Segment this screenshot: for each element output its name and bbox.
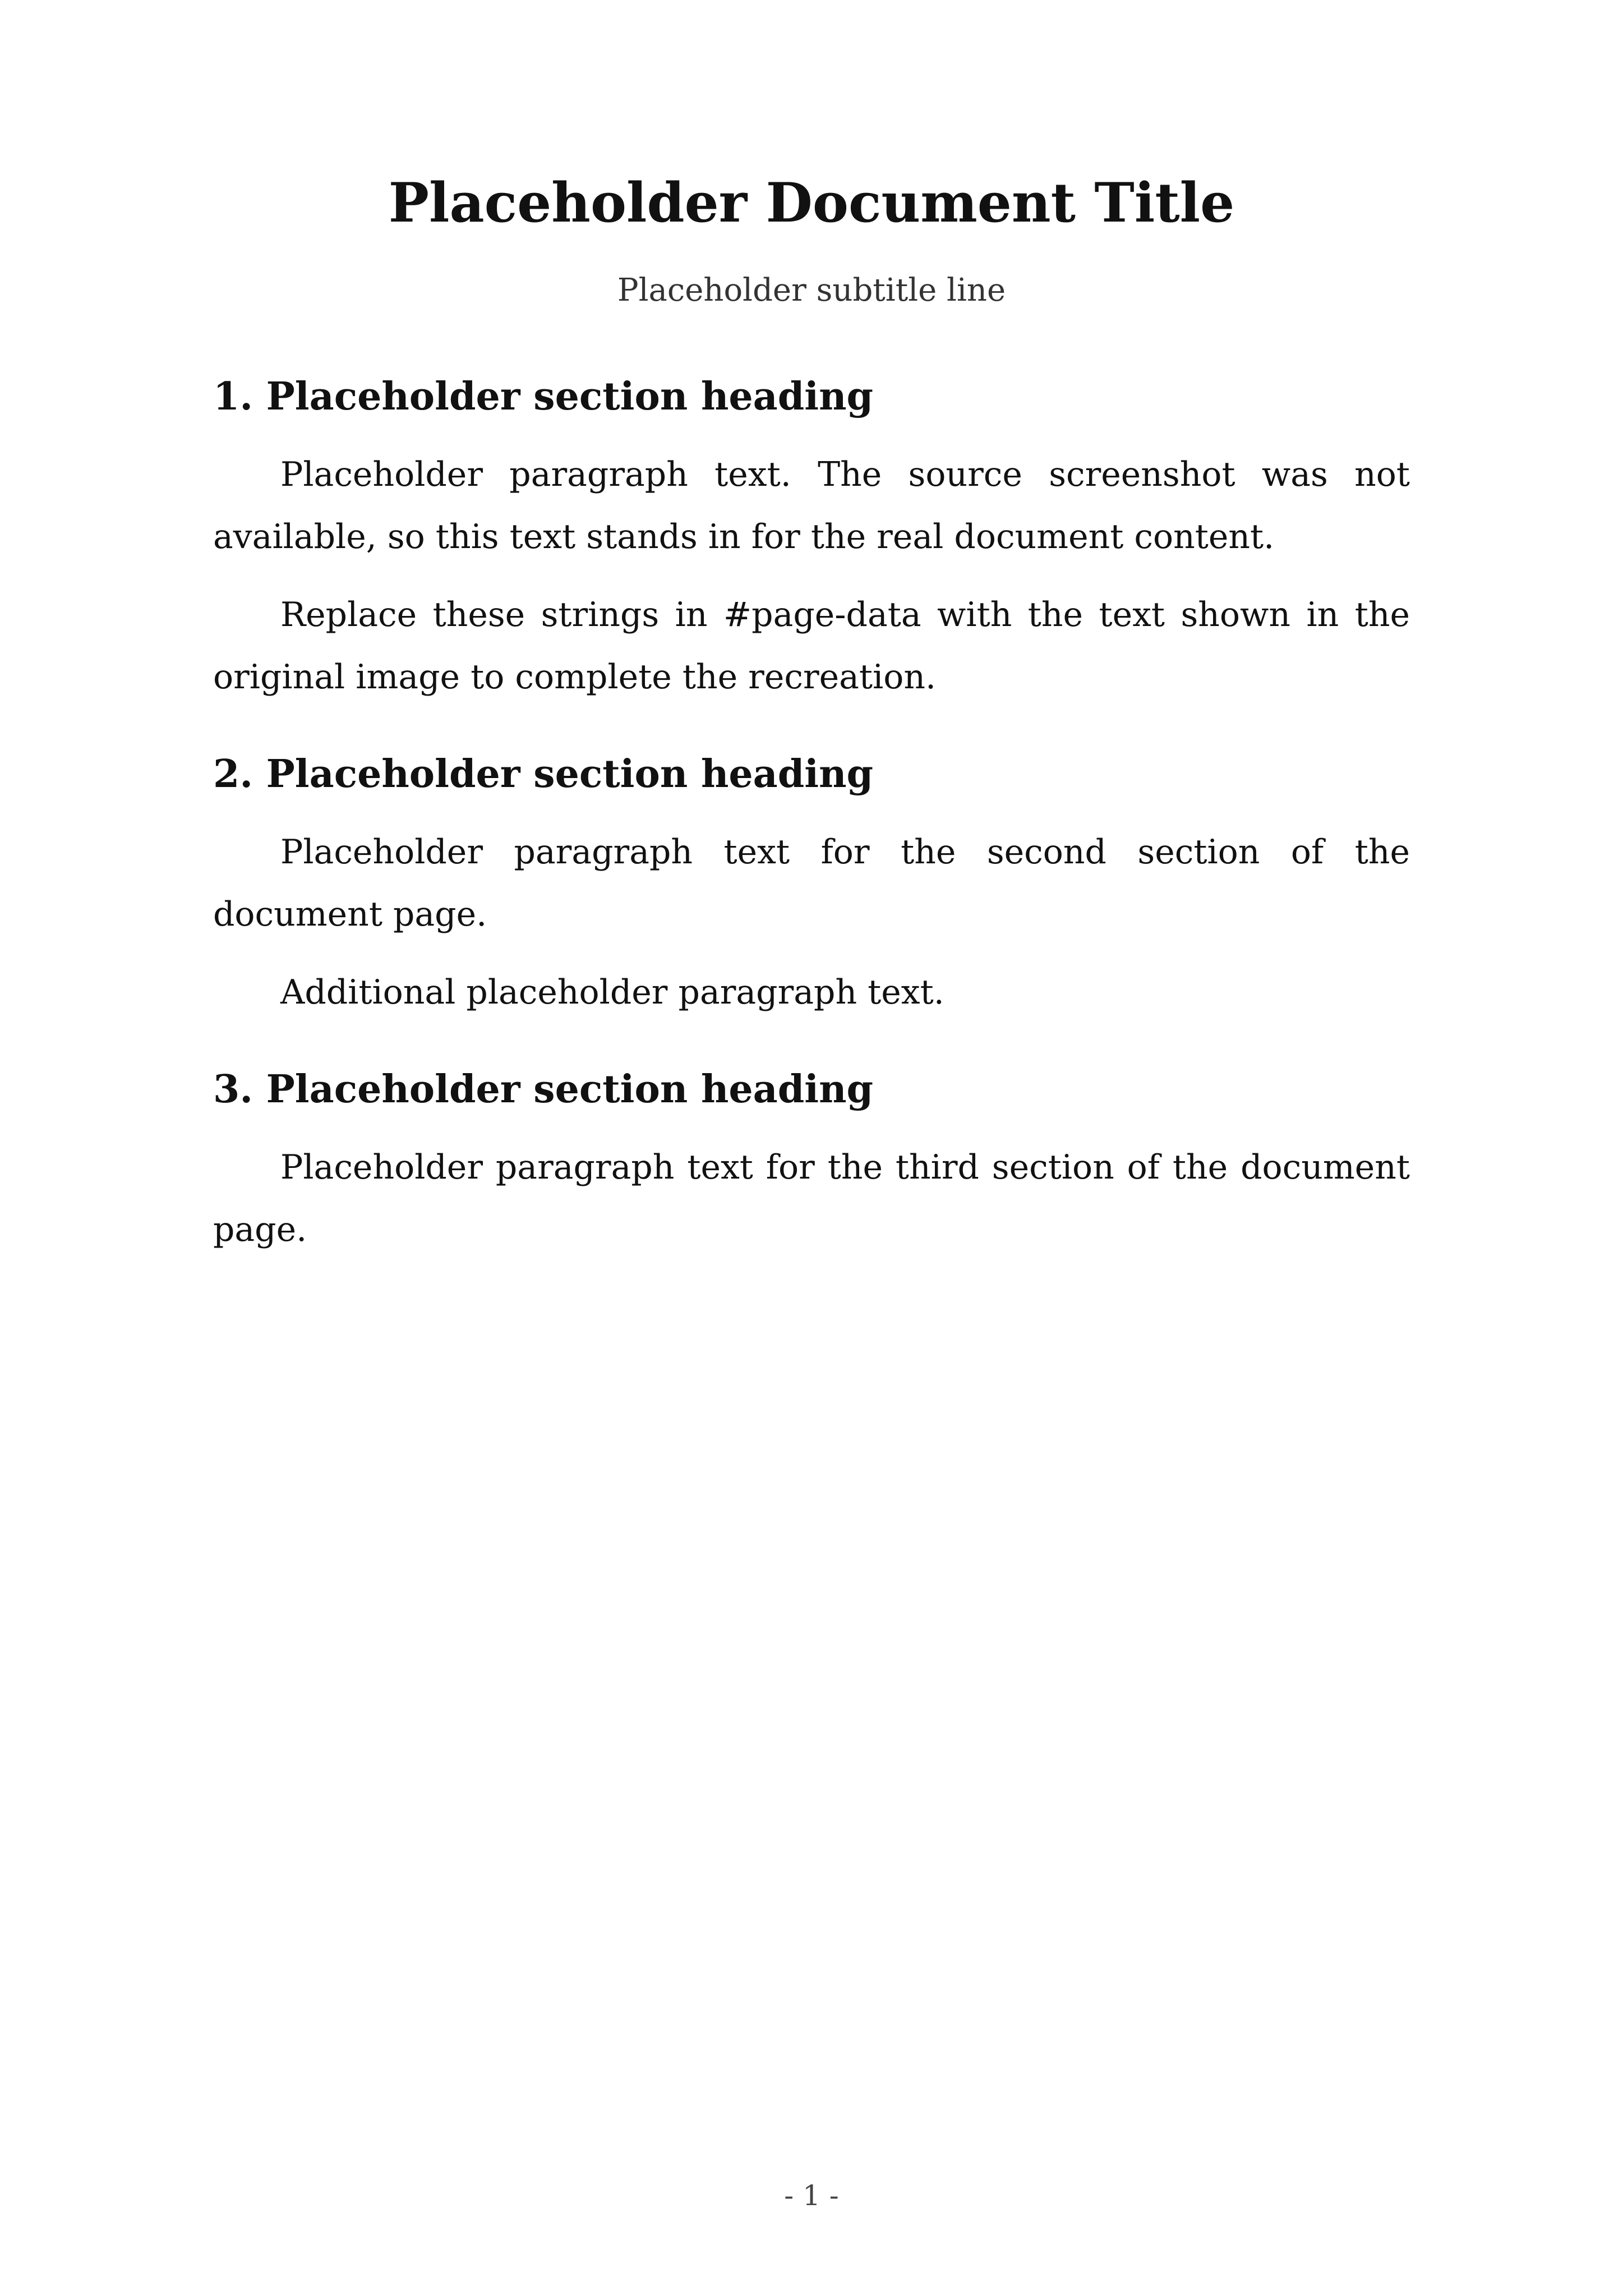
document-section [213,1063,1410,1261]
section-heading: 2. Placeholder section heading [213,751,874,797]
document-section [213,748,1410,1024]
section-heading: 3. Placeholder section heading [213,1067,874,1112]
paragraph: Placeholder paragraph text. The source screenshot was not available, so this text stands in for the real document content. [213,454,1410,556]
paragraph: Replace these strings in #page-data with the text shown in the original image to complete the recreation. [213,595,1410,697]
page-number: - 1 - [784,2179,839,2212]
document-subtitle: Placeholder subtitle line [617,272,1006,309]
document-section [213,370,1410,708]
paragraph: Placeholder paragraph text for the second section of the document page. [213,832,1410,935]
paragraph: Additional placeholder paragraph text. [280,973,944,1013]
document-title: Placeholder Document Title [388,171,1235,234]
section-heading: 1. Placeholder section heading [213,374,874,419]
paragraph: Placeholder paragraph text for the third section of the document page. [213,1148,1410,1250]
